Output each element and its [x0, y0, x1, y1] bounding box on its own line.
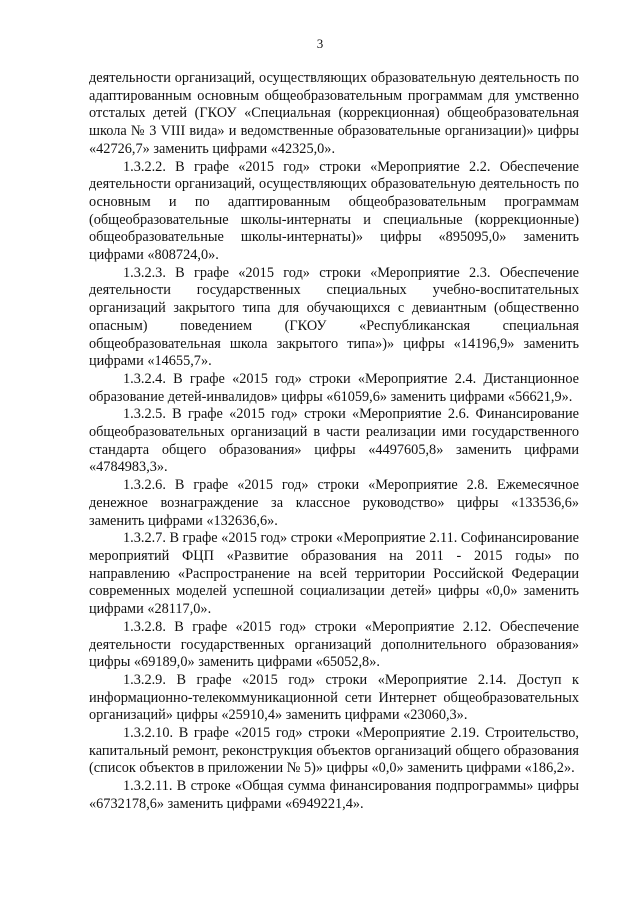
paragraph-1-3-2-4: 1.3.2.4. В графе «2015 год» строки «Мероприятие 2.4. Дистанционное образование детей-инвалидов» цифры «61059,6» заменить цифрами «56621,9».: [89, 370, 579, 405]
paragraph-1-3-2-2: 1.3.2.2. В графе «2015 год» строки «Мероприятие 2.2. Обеспечение деятельности организаций, осуществляющих образовательную деятельность по основным и по адаптированным общеобразовательным программам (общеобразовательные школы-интернаты и специальные (коррекционные) общеобразовательные школы-интернаты)» цифры «895095,0» заменить цифрами «808724,0».: [89, 158, 579, 264]
paragraph-1-3-2-8: 1.3.2.8. В графе «2015 год» строки «Мероприятие 2.12. Обеспечение деятельности государственных организаций дополнительного образования» цифры «69189,0» заменить цифрами «65052,8».: [89, 618, 579, 671]
paragraph-1-3-2-11: 1.3.2.11. В строке «Общая сумма финансирования подпрограммы» цифры «6732178,6» заменить цифрами «6949221,4».: [89, 778, 579, 812]
paragraph-1-3-2-7: 1.3.2.7. В графе «2015 год» строки «Мероприятие 2.11. Софинансирование мероприятий ФЦП «Развитие образования на 2011 - 2015 годы» по направлению «Распространение на всей территории Российской Федерации современных моделей успешной социализации детей» цифры «0,0» заменить цифрами «28117,0».: [89, 530, 579, 618]
page-number: 3: [316, 36, 324, 51]
paragraph-1-3-2-10: 1.3.2.10. В графе «2015 год» строки «Мероприятие 2.19. Строительство, капитальный ремонт, реконструкция объектов организаций общего образования (список объектов в приложении № 5)» цифры «0,0» заменить цифрами «186,2».: [89, 725, 579, 777]
paragraph-1-3-2-3: 1.3.2.3. В графе «2015 год» строки «Мероприятие 2.3. Обеспечение деятельности государственных специальных учебно-воспитательных организаций закрытого типа для обучающихся с девиантным (общественно опасным) поведением (ГКОУ «Республиканская специальная общеобразовательная школа закрытого типа»)» цифры «14196,9» заменить цифрами «14655,7».: [89, 264, 579, 370]
paragraph-1-3-2-9: 1.3.2.9. В графе «2015 год» строки «Мероприятие 2.14. Доступ к информационно-телекоммуникационной сети Интернет общеобразовательных организаций» цифры «25910,4» заменить цифрами «23060,3».: [89, 671, 579, 724]
document-body: [89, 70, 579, 814]
paragraph-1-3-2-5: 1.3.2.5. В графе «2015 год» строки «Мероприятие 2.6. Финансирование общеобразовательных организаций в части реализации ими государственного стандарта общего образования» цифры «4497605,8» заменить цифрами «4784983,3».: [89, 406, 579, 476]
paragraph-continuation: деятельности организаций, осуществляющих образовательную деятельность по адаптированным основным общеобразовательным программам для умственно отсталых детей (ГКОУ «Специальная (коррекционная) общеобразовательная школа № 3 VIII вида» и ведомственные образовательные организации)» цифры «42726,7» заменить цифрами «42325,0».: [89, 70, 579, 157]
paragraph-1-3-2-6: 1.3.2.6. В графе «2015 год» строки «Мероприятие 2.8. Ежемесячное денежное вознаграждение за классное руководство» цифры «133536,6» заменить цифрами «132636,6».: [89, 477, 579, 529]
